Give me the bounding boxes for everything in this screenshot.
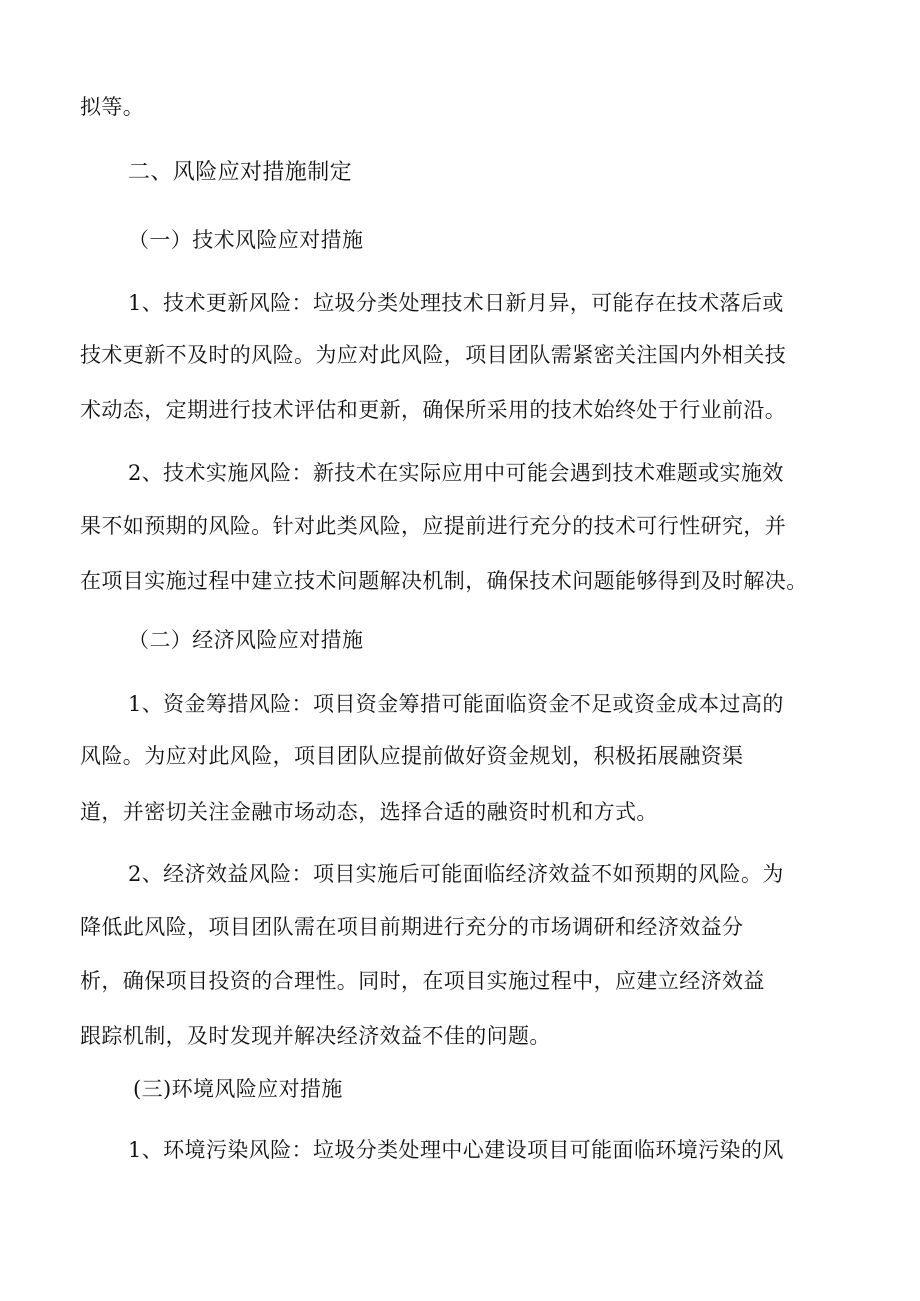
paragraph-line-11: 2、经济效益风险：项目实施后可能面临经济效益不如预期的风险。为 bbox=[128, 862, 784, 886]
subsection-heading-technical: （一）技术风险应对措施 bbox=[128, 228, 364, 252]
paragraph-line-7: 在项目实施过程中建立技术问题解决机制，确保技术问题能够得到及时解决。 bbox=[80, 569, 808, 593]
subsection-heading-economic: （二）经济风险应对措施 bbox=[128, 628, 364, 652]
paragraph-line-3: 技术更新不及时的风险。为应对此风险，项目团队需紧密关注国内外相关技 bbox=[80, 343, 787, 367]
paragraph-line-10: 道，并密切关注金融市场动态，选择合适的融资时机和方式。 bbox=[80, 800, 658, 824]
paragraph-line-8: 1、资金筹措风险：项目资金筹措可能面临资金不足或资金成本过高的 bbox=[128, 692, 784, 716]
paragraph-line-1: 拟等。 bbox=[80, 95, 145, 119]
paragraph-line-4: 术动态，定期进行技术评估和更新，确保所采用的技术始终处于行业前沿。 bbox=[80, 398, 787, 422]
paragraph-line-14: 跟踪机制，及时发现并解决经济效益不佳的问题。 bbox=[80, 1024, 551, 1048]
paragraph-line-2: 1、技术更新风险：垃圾分类处理技术日新月异，可能存在技术落后或 bbox=[128, 291, 784, 315]
paragraph-line-15: 1、环境污染风险：垃圾分类处理中心建设项目可能面临环境污染的风 bbox=[128, 1138, 784, 1162]
paragraph-line-13: 析，确保项目投资的合理性。同时，在项目实施过程中，应建立经济效益 bbox=[80, 969, 765, 993]
subsection-heading-environment: (三)环境风险应对措施 bbox=[133, 1077, 343, 1101]
section-heading: 二、风险应对措施制定 bbox=[128, 160, 353, 185]
paragraph-line-9: 风险。为应对此风险，项目团队应提前做好资金规划，积极拓展融资渠 bbox=[80, 744, 744, 768]
paragraph-line-5: 2、技术实施风险：新技术在实际应用中可能会遇到技术难题或实施效 bbox=[128, 461, 784, 485]
paragraph-line-6: 果不如预期的风险。针对此类风险，应提前进行充分的技术可行性研究，并 bbox=[80, 514, 787, 538]
paragraph-line-12: 降低此风险，项目团队需在项目前期进行充分的市场调研和经济效益分 bbox=[80, 915, 744, 939]
